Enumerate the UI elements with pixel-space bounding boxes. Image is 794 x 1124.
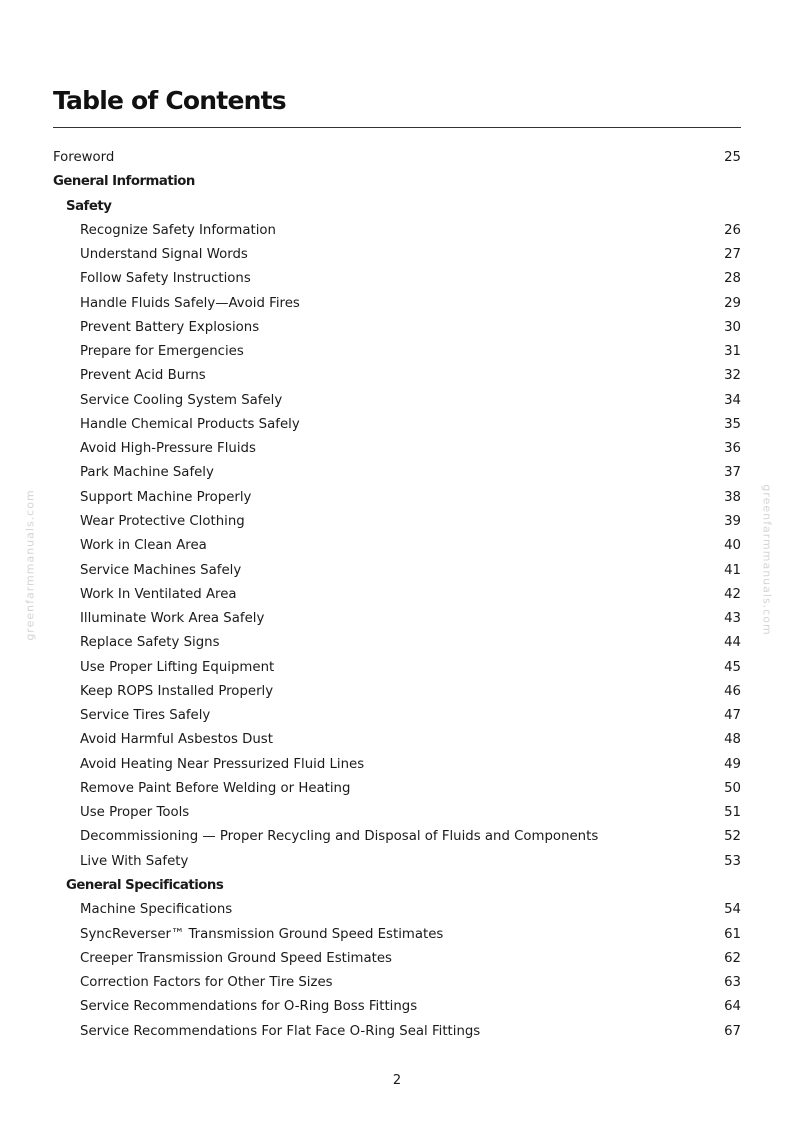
page-number: 2 bbox=[392, 1073, 402, 1088]
toc-entry-label: Keep ROPS Installed Properly bbox=[80, 683, 274, 699]
toc-entry-label: Avoid Harmful Asbestos Dust bbox=[80, 732, 273, 748]
toc-entry-label: General Specifications bbox=[66, 877, 224, 893]
toc-entry-label: Service Cooling System Safely bbox=[80, 392, 283, 408]
toc-entry[interactable] bbox=[53, 777, 741, 801]
toc-entry-label: Foreword bbox=[53, 150, 115, 165]
toc-entry-label: Handle Fluids Safely—Avoid Fires bbox=[80, 295, 300, 311]
toc-section-heading bbox=[53, 874, 741, 898]
toc-entry[interactable] bbox=[53, 340, 741, 364]
toc-entry-label: Prevent Battery Explosions bbox=[80, 319, 260, 335]
toc-entry-label: Prepare for Emergencies bbox=[80, 344, 244, 360]
toc-entry[interactable] bbox=[53, 850, 741, 874]
toc-entry[interactable] bbox=[53, 728, 741, 752]
toc-entry-page: 64 bbox=[724, 999, 741, 1015]
toc-entry[interactable] bbox=[53, 437, 741, 461]
toc-entry-page: 30 bbox=[724, 319, 741, 335]
toc-entry[interactable] bbox=[53, 898, 741, 922]
toc-entry-label: Work in Clean Area bbox=[80, 538, 207, 554]
toc-entry-page: 25 bbox=[724, 150, 741, 165]
toc-entry-label: Machine Specifications bbox=[80, 902, 233, 918]
toc-entry-label: Avoid High-Pressure Fluids bbox=[80, 441, 256, 457]
toc-entry[interactable] bbox=[53, 825, 741, 849]
toc-entry[interactable] bbox=[53, 146, 741, 170]
toc-entry-label: Service Machines Safely bbox=[80, 562, 242, 578]
toc-entry-page: 54 bbox=[724, 902, 741, 918]
toc-entry-label: Understand Signal Words bbox=[80, 247, 248, 263]
toc-entry-page: 28 bbox=[724, 271, 741, 287]
toc-section-heading bbox=[53, 195, 741, 219]
toc-entry-label: Support Machine Properly bbox=[80, 489, 252, 505]
toc-entry-label: Service Tires Safely bbox=[80, 708, 211, 724]
toc-entry-page: 43 bbox=[724, 611, 741, 627]
toc-entry-page: 39 bbox=[724, 513, 741, 529]
toc-entry[interactable] bbox=[53, 267, 741, 291]
toc-entry-label: Creeper Transmission Ground Speed Estimates bbox=[80, 950, 392, 966]
toc-entry-label: Service Recommendations For Flat Face O-Ring Seal Fittings bbox=[80, 1023, 481, 1039]
toc-entry[interactable] bbox=[53, 534, 741, 558]
page-title: Table of Contents bbox=[53, 86, 286, 115]
toc-entry[interactable] bbox=[53, 704, 741, 728]
toc-entry[interactable] bbox=[53, 680, 741, 704]
toc-entry-page: 67 bbox=[724, 1023, 741, 1039]
toc-entry[interactable] bbox=[53, 510, 741, 534]
toc-entry[interactable] bbox=[53, 389, 741, 413]
toc-entry-label: Service Recommendations for O-Ring Boss Fittings bbox=[80, 999, 418, 1015]
toc-entry-label: Use Proper Tools bbox=[80, 805, 190, 821]
watermark-right: greenfarmmanuals.com bbox=[760, 484, 774, 636]
toc-entry-page: 50 bbox=[724, 780, 741, 796]
toc-entry-page: 52 bbox=[724, 829, 741, 845]
toc-entry-label: Recognize Safety Information bbox=[80, 222, 276, 238]
toc-entry-page: 42 bbox=[724, 586, 741, 602]
title-divider bbox=[53, 127, 741, 128]
toc-entry[interactable] bbox=[53, 243, 741, 267]
toc-entry-page: 62 bbox=[724, 950, 741, 966]
toc-entry-label: Replace Safety Signs bbox=[80, 635, 220, 651]
table-of-contents bbox=[53, 146, 741, 1044]
toc-entry-page: 48 bbox=[724, 732, 741, 748]
toc-entry-page: 49 bbox=[724, 756, 741, 772]
toc-entry[interactable] bbox=[53, 656, 741, 680]
toc-entry-label: Park Machine Safely bbox=[80, 465, 214, 481]
toc-entry-label: Use Proper Lifting Equipment bbox=[80, 659, 275, 675]
toc-entry-page: 61 bbox=[724, 926, 741, 942]
toc-entry-page: 51 bbox=[724, 805, 741, 821]
toc-entry-page: 32 bbox=[724, 368, 741, 384]
toc-entry-label: Decommissioning — Proper Recycling and Disposal of Fluids and Components bbox=[80, 829, 599, 845]
toc-entry[interactable] bbox=[53, 947, 741, 971]
toc-entry[interactable] bbox=[53, 316, 741, 340]
toc-entry-page: 34 bbox=[724, 392, 741, 408]
toc-entry-page: 53 bbox=[724, 853, 741, 869]
toc-entry[interactable] bbox=[53, 923, 741, 947]
toc-entry-label: Live With Safety bbox=[80, 853, 189, 869]
toc-entry[interactable] bbox=[53, 292, 741, 316]
toc-entry-label: Illuminate Work Area Safely bbox=[80, 611, 265, 627]
toc-entry-page: 63 bbox=[724, 975, 741, 991]
toc-entry[interactable] bbox=[53, 413, 741, 437]
toc-entry-label: Follow Safety Instructions bbox=[80, 271, 251, 287]
toc-entry-label: Safety bbox=[66, 198, 112, 214]
toc-entry[interactable] bbox=[53, 486, 741, 510]
toc-entry-page: 45 bbox=[724, 659, 741, 675]
toc-section-heading bbox=[53, 170, 741, 194]
toc-entry[interactable] bbox=[53, 583, 741, 607]
toc-entry-page: 31 bbox=[724, 344, 741, 360]
watermark-left: greenfarmmanuals.com bbox=[23, 489, 37, 641]
toc-entry-page: 41 bbox=[724, 562, 741, 578]
toc-entry-page: 47 bbox=[724, 708, 741, 724]
toc-entry[interactable] bbox=[53, 753, 741, 777]
toc-entry-page: 46 bbox=[724, 683, 741, 699]
toc-entry-page: 26 bbox=[724, 222, 741, 238]
toc-entry-page: 35 bbox=[724, 416, 741, 432]
toc-entry-label: Prevent Acid Burns bbox=[80, 368, 206, 384]
toc-entry-label: Avoid Heating Near Pressurized Fluid Lines bbox=[80, 756, 365, 772]
toc-entry-label: Handle Chemical Products Safely bbox=[80, 416, 300, 432]
toc-entry[interactable] bbox=[53, 364, 741, 388]
toc-entry-label: Remove Paint Before Welding or Heating bbox=[80, 780, 351, 796]
toc-entry-page: 40 bbox=[724, 538, 741, 554]
toc-entry-page: 37 bbox=[724, 465, 741, 481]
toc-entry[interactable] bbox=[53, 607, 741, 631]
toc-entry-page: 38 bbox=[724, 489, 741, 505]
toc-entry-label: SyncReverser™ Transmission Ground Speed Estimates bbox=[80, 926, 444, 942]
toc-entry-page: 29 bbox=[724, 295, 741, 311]
toc-entry[interactable] bbox=[53, 971, 741, 995]
toc-entry[interactable] bbox=[53, 631, 741, 655]
toc-entry[interactable] bbox=[53, 801, 741, 825]
toc-entry-page: 36 bbox=[724, 441, 741, 457]
toc-entry-page: 27 bbox=[724, 247, 741, 263]
toc-entry[interactable] bbox=[53, 461, 741, 485]
toc-entry-label: General Information bbox=[53, 174, 195, 190]
toc-entry-label: Wear Protective Clothing bbox=[80, 513, 245, 529]
toc-entry[interactable] bbox=[53, 559, 741, 583]
toc-entry-label: Correction Factors for Other Tire Sizes bbox=[80, 975, 333, 991]
toc-entry-page: 44 bbox=[724, 635, 741, 651]
toc-entry[interactable] bbox=[53, 995, 741, 1019]
toc-entry-label: Work In Ventilated Area bbox=[80, 586, 237, 602]
toc-entry[interactable] bbox=[53, 219, 741, 243]
toc-entry[interactable] bbox=[53, 1020, 741, 1044]
